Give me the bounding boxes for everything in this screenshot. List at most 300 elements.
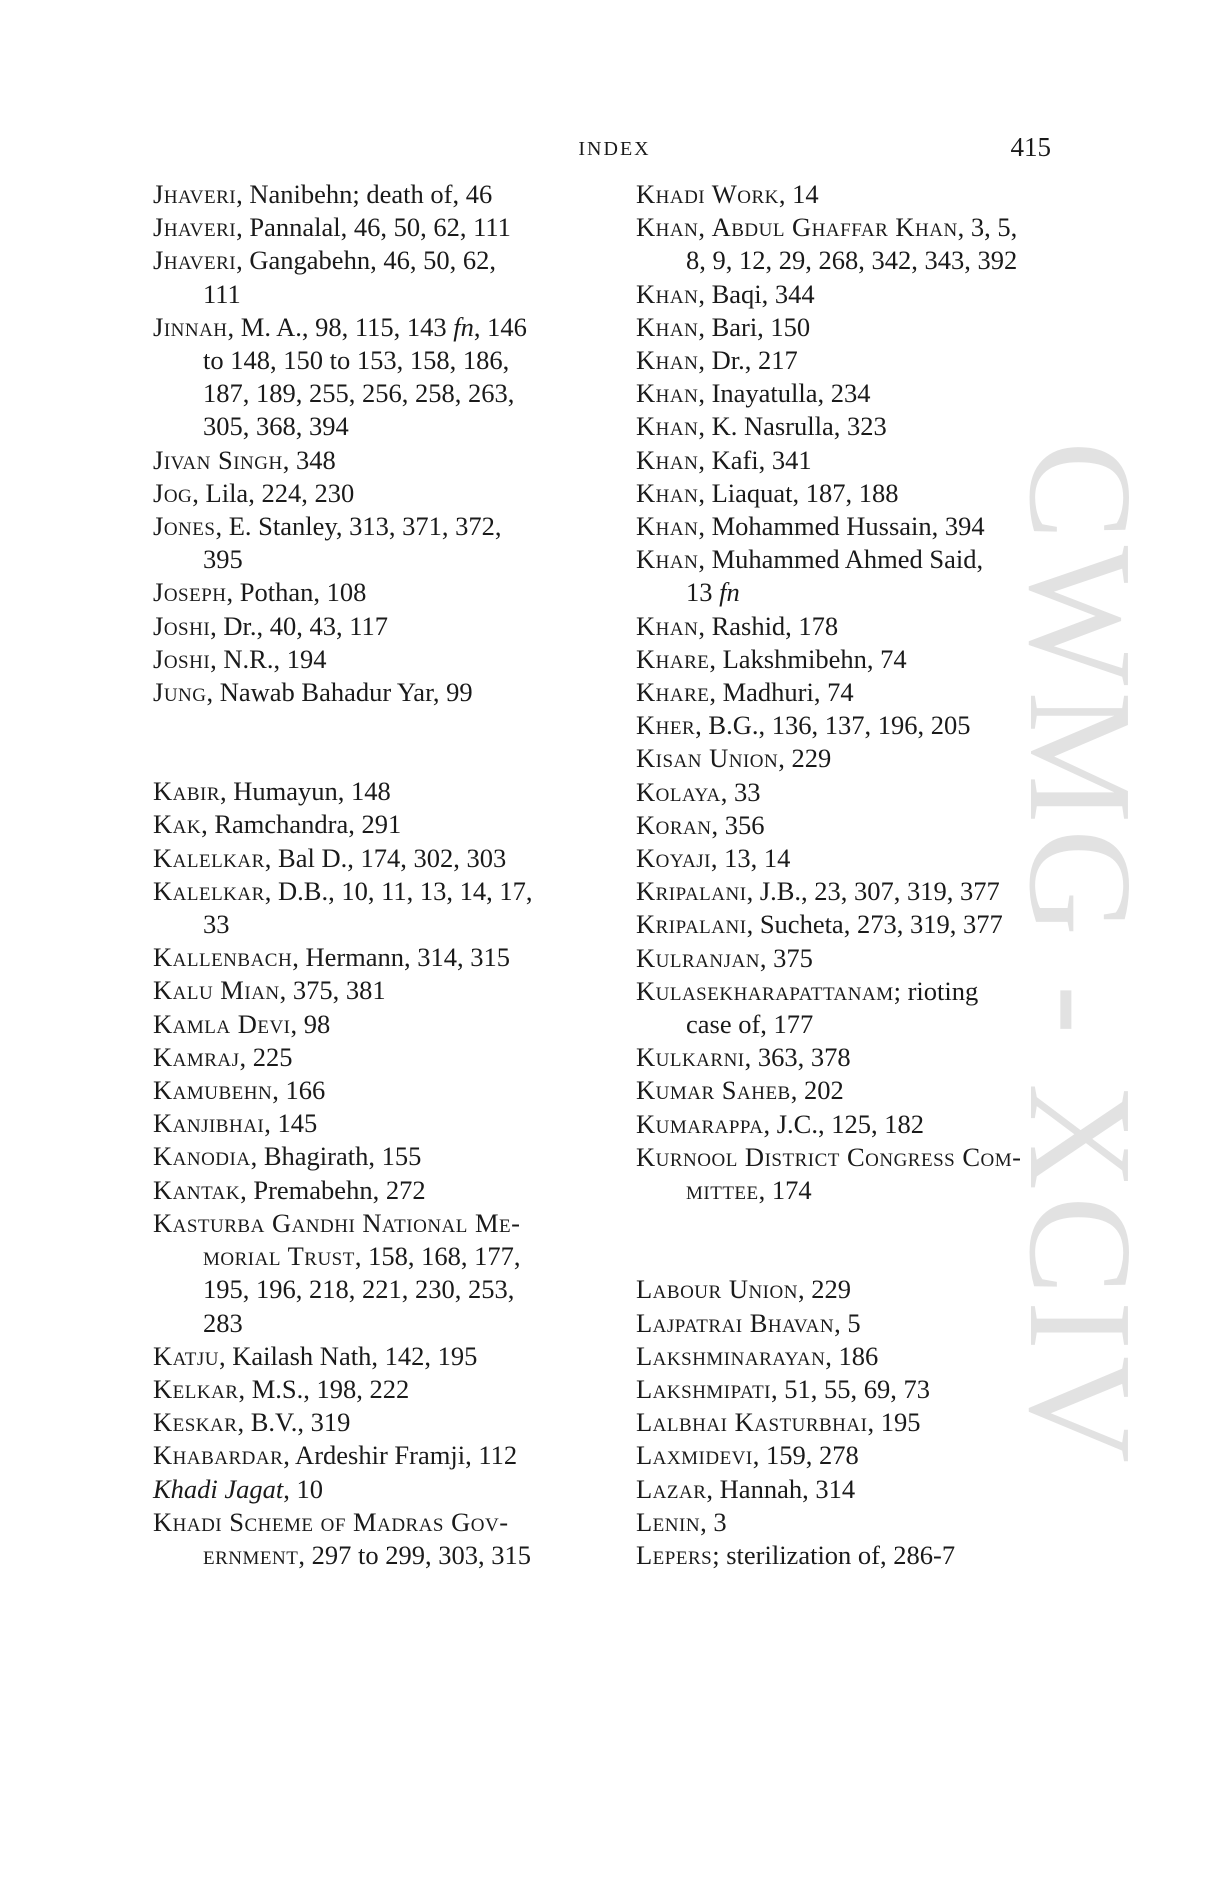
index-entry-line [153,775,573,808]
entry-heading: Lakshmipati [636,1373,772,1404]
index-entry-continuation [153,908,573,941]
index-entry [153,510,573,576]
entry-text: , 174 [758,1175,812,1206]
entry-heading: Kisan Union [636,743,779,774]
index-entry-continuation [636,576,1066,609]
index-entry-line [636,510,1066,543]
index-entry [636,1340,1066,1373]
entry-heading: Khan [636,378,699,409]
index-entry-line [153,211,573,244]
entry-text: ; sterilization of, 286-7 [712,1539,956,1570]
index-entry-line [636,1273,1066,1306]
entry-text: , 33 [720,776,761,807]
entry-text: , 229 [797,1274,851,1305]
index-entry [153,875,573,941]
entry-text: , Dr., 217 [698,345,798,376]
index-entry-line [636,908,1066,941]
entry-heading: Kalu Mian [153,975,280,1006]
index-entry-continuation [153,1539,573,1572]
index-entry [153,444,573,477]
index-entry [153,1506,573,1572]
index-entry-line [153,676,573,709]
index-entry-line [636,1340,1066,1373]
entry-text: , E. Stanley, 313, 371, 372, [215,511,502,542]
index-entry-line [636,1141,1066,1174]
index-entry-line [636,1439,1066,1472]
index-entry-line [153,1041,573,1074]
index-entry [636,1074,1066,1107]
index-entry-line [153,1207,573,1240]
entry-text: 395 [203,544,243,575]
entry-text: , Hannah, 314 [706,1473,856,1504]
section-gap [153,709,573,775]
entry-heading: Jhaveri [153,212,237,243]
entry-text: 111 [203,278,241,309]
entry-heading: Joseph [153,577,227,608]
entry-text: , 10 [283,1473,324,1504]
entry-text: , Hermann, 314, 315 [292,942,511,973]
index-entry-continuation [153,1307,573,1340]
entry-text: , Nanibehn; death of, 46 [236,179,493,209]
index-entry-continuation [636,1174,1066,1207]
entry-text: , 158, 168, 177, [354,1241,521,1272]
index-entry [636,510,1066,543]
index-entry [636,477,1066,510]
entry-text: case of, 177 [686,1009,814,1040]
entry-heading: Khadi Scheme of Madras Gov- [153,1506,509,1537]
entry-text: , Rashid, 178 [698,610,839,641]
index-entry [153,1373,573,1406]
index-entry [153,974,573,1007]
entry-heading: Kamubehn [153,1075,273,1106]
entry-text: , 145 [264,1108,318,1139]
index-entry [636,377,1066,410]
index-entry-line [153,842,573,875]
entry-text: , Kafi, 341 [698,444,812,475]
index-column-left [153,178,573,1572]
watermark-text: CWMG - XCIV [998,441,1162,1469]
index-entry [636,908,1066,941]
entry-text: to 148, 150 to 153, 158, 186, [203,345,510,376]
index-entry-line [636,1373,1066,1406]
entry-heading: Abdul Ghaffar Khan [711,212,958,243]
index-entry-line [636,278,1066,311]
index-entry-line [153,1506,573,1539]
entry-text: , Bhagirath, 155 [250,1141,422,1172]
index-entry-line [153,244,573,277]
index-entry-line [636,742,1066,775]
entry-text: , 297 to 299, 303, 315 [298,1539,531,1570]
entry-text: , 159, 278 [752,1440,859,1471]
entry-heading: Jhaveri [153,179,237,209]
index-entry-line [636,643,1066,676]
index-entry [153,244,573,310]
index-entry [636,942,1066,975]
index-entry [636,410,1066,443]
index-entry-line [153,1107,573,1140]
entry-italic: fn [453,311,474,342]
index-entry-line [636,842,1066,875]
entry-text: , Bari, 150 [698,311,811,342]
entry-text: , Pothan, 108 [226,577,367,608]
index-entry-line [636,211,1066,244]
entry-text: , 3, 5, [957,212,1018,243]
entry-heading: Kanodia [153,1141,251,1172]
entry-text: , J.C., 125, 182 [763,1108,924,1139]
index-entry [636,543,1066,609]
index-entry [636,776,1066,809]
index-entry-continuation [153,278,573,311]
entry-heading: Khan [636,477,699,508]
entry-heading: morial Trust [203,1241,355,1272]
index-entry-continuation [153,543,573,576]
index-entry [636,1439,1066,1472]
entry-heading: Katju [153,1340,219,1371]
entry-italic: fn [719,577,740,608]
index-entry [636,1506,1066,1539]
entry-heading: Kamla Devi [153,1008,291,1039]
entry-text: 8, 9, 12, 29, 268, 342, 343, 392 [686,245,1018,276]
index-entry [153,842,573,875]
entry-heading: Khare [636,677,710,708]
index-entry [153,477,573,510]
index-entry-line [153,610,573,643]
index-entry-line [153,941,573,974]
index-entry [153,1041,573,1074]
index-entry-line [636,1041,1066,1074]
entry-text: 305, 368, 394 [203,411,349,442]
index-entry-line [636,809,1066,842]
index-entry [636,676,1066,709]
index-entry [636,444,1066,477]
entry-heading: Joshi [153,610,211,641]
index-entry [636,742,1066,775]
entry-heading: Khan [636,511,699,542]
index-entry-continuation [153,1240,573,1273]
index-entry [636,1307,1066,1340]
index-column-right [636,178,1066,1572]
index-entry-line [636,344,1066,377]
index-entry-line [636,1539,1066,1572]
entry-heading: Kanjibhai [153,1108,265,1139]
index-entry-continuation [636,244,1066,277]
index-entry-line [636,178,1066,211]
index-entry-line [636,776,1066,809]
entry-text: , Bal D., 174, 302, 303 [264,842,507,873]
index-entry-line [636,410,1066,443]
index-entry-line [153,808,573,841]
entry-text: , Pannalal, 46, 50, 62, 111 [236,212,511,243]
entry-heading: Lepers [636,1539,713,1570]
entry-text: , 375 [759,942,813,973]
entry-heading: Khadi Work [636,179,779,209]
entry-text: , 5 [834,1307,861,1338]
entry-text: , 348 [282,444,336,475]
entry-heading: Jones [153,511,216,542]
entry-heading: Khan [636,278,699,309]
entry-text: , 356 [711,809,765,840]
entry-heading: Lazar [636,1473,707,1504]
entry-heading: Khan [636,212,699,243]
index-entry [636,344,1066,377]
index-entry-line [153,1406,573,1439]
index-entry-line [636,1307,1066,1340]
running-head [0,132,1229,166]
index-entry [153,211,573,244]
index-entry [636,178,1066,211]
index-entry [153,1074,573,1107]
entry-text: , Ramchandra, 291 [201,809,402,840]
entry-heading: Jinnah [153,311,228,342]
index-entry [153,643,573,676]
entry-text: , M. A., 98, 115, 143 [227,311,454,342]
entry-text: , 14 [778,179,819,209]
index-entry [153,610,573,643]
index-entry-line [636,477,1066,510]
entry-text: , 195 [867,1407,921,1438]
index-entry-line [153,477,573,510]
entry-text: , Premabehn, 272 [240,1174,426,1205]
entry-text: , K. Nasrulla, 323 [698,411,887,442]
index-entry [153,1439,573,1472]
index-entry [636,1041,1066,1074]
entry-text: , Gangabehn, 46, 50, 62, [236,245,496,276]
entry-text: , 363, 378 [744,1042,851,1073]
index-entry-continuation [636,1008,1066,1041]
entry-text: , Lila, 224, 230 [192,477,355,508]
entry-text: , Humayun, 148 [220,776,391,807]
entry-heading: Khan [636,411,699,442]
index-entry-line [153,1008,573,1041]
index-entry-continuation [153,410,573,443]
index-entry-line [636,1406,1066,1439]
entry-heading: Kantak [153,1174,241,1205]
entry-text: , D.B., 10, 11, 13, 14, 17, [264,875,533,906]
index-entry [636,1539,1066,1572]
index-entry [153,1207,573,1340]
entry-heading: Jog [153,477,193,508]
entry-heading: Kalelkar [153,842,265,873]
entry-text: 195, 196, 218, 221, 230, 253, [203,1274,515,1305]
entry-text: , 225 [239,1041,293,1072]
entry-italic: Khadi Jagat [153,1473,284,1504]
entry-text: 283 [203,1307,243,1338]
entry-text: , J.B., 23, 307, 319, 377 [746,876,1000,907]
index-entry [153,1406,573,1439]
entry-text: , 3 [700,1506,727,1537]
entry-text: , B.G., 136, 137, 196, 205 [695,710,971,741]
index-entry [153,1107,573,1140]
index-entry-line [636,610,1066,643]
index-entry [636,278,1066,311]
entry-text: , Dr., 40, 43, 117 [210,610,389,641]
index-entry [153,1008,573,1041]
entry-heading: Kalelkar [153,875,265,906]
entry-heading: Kumar Saheb [636,1075,791,1106]
entry-text: , 166 [272,1075,326,1106]
index-entry-line [153,1140,573,1173]
index-entry-line [636,444,1066,477]
entry-heading: mittee [686,1175,759,1206]
entry-text: , 186 [825,1340,879,1371]
index-entry [153,676,573,709]
entry-text: ; rioting [893,975,979,1006]
entry-text: , Sucheta, 273, 319, 377 [746,909,1003,940]
entry-heading: Kulkarni [636,1042,745,1073]
index-entry-line [636,1506,1066,1539]
entry-heading: Khan [636,444,699,475]
entry-heading: Lajpatrai Bhavan [636,1307,835,1338]
index-entry [153,941,573,974]
index-entry [636,809,1066,842]
entry-text: , 13, 14 [710,843,791,874]
page-number: 415 [1010,132,1051,162]
index-entry [636,1406,1066,1439]
entry-text: , 146 [473,311,527,342]
entry-heading: Kasturba Gandhi National Me- [153,1207,521,1238]
entry-heading: Kripalani [636,909,747,940]
entry-heading: Koran [636,809,712,840]
index-entry-line [153,974,573,1007]
index-entry-line [636,377,1066,410]
entry-heading: ernment [203,1539,299,1570]
entry-text: , Nawab Bahadur Yar, 99 [206,677,473,708]
entry-heading: Kripalani [636,876,747,907]
entry-text: , M.S., 198, 222 [238,1373,410,1404]
index-entry-line [636,975,1066,1008]
entry-heading: Kolaya [636,776,721,807]
index-entry [636,211,1066,277]
index-entry-line [153,1373,573,1406]
entry-heading: Khan [636,610,699,641]
entry-heading: Khare [636,643,710,674]
index-entry [636,1108,1066,1141]
index-entry [636,842,1066,875]
entry-heading: Lalbhai Kasturbhai [636,1407,868,1438]
entry-text: 187, 189, 255, 256, 258, 263, [203,378,515,409]
index-entry-line [153,576,573,609]
entry-heading: Kallenbach [153,942,293,973]
index-entry-line [153,1174,573,1207]
index-entry [636,709,1066,742]
index-entry [636,975,1066,1041]
entry-heading: Joshi [153,643,211,674]
entry-heading: Kak [153,809,202,840]
entry-text: , 229 [778,743,832,774]
entry-heading: Kumarappa [636,1108,764,1139]
entry-text: , Muhammed Ahmed Said, [698,544,984,575]
entry-text: , Mohammed Hussain, 394 [698,511,985,542]
entry-text: , Madhuri, 74 [709,677,854,708]
index-entry-line [636,543,1066,576]
index-entry-line [636,311,1066,344]
index-entry [636,1473,1066,1506]
entry-heading: Jhaveri [153,245,237,276]
index-entry [153,1473,573,1506]
entry-heading: Khabardar [153,1440,284,1471]
entry-heading: Keskar [153,1407,238,1438]
index-entry-continuation [153,377,573,410]
index-entry-line [153,1074,573,1107]
index-entry [153,1140,573,1173]
entry-heading: Laxmidevi [636,1440,753,1471]
entry-heading: Jivan Singh [153,444,283,475]
section-gap [636,1207,1066,1273]
entry-text: 33 [203,909,230,940]
entry-text: , Ardeshir Framji, 112 [283,1440,518,1471]
index-entry-line [636,1074,1066,1107]
entry-heading: Kher [636,710,696,741]
index-entry [153,1174,573,1207]
entry-heading: Kulranjan [636,942,760,973]
entry-heading: Khan [636,345,699,376]
entry-heading: Kamraj [153,1041,240,1072]
entry-text: , Inayatulla, 234 [698,378,871,409]
index-entry [636,1141,1066,1207]
index-entry [636,311,1066,344]
entry-heading: Lenin [636,1506,701,1537]
entry-text: , 375, 381 [279,975,386,1006]
entry-text: , Kailash Nath, 142, 195 [218,1340,478,1371]
index-entry-continuation [153,344,573,377]
index-entry-line [153,1439,573,1472]
running-title: INDEX [578,138,651,160]
entry-text: , Lakshmibehn, 74 [709,643,907,674]
entry-heading: Labour Union [636,1274,798,1305]
index-entry [636,643,1066,676]
entry-text: , Liaquat, 187, 188 [698,477,899,508]
entry-heading: Kabir [153,776,221,807]
index-entry-continuation [153,1273,573,1306]
index-entry [636,1373,1066,1406]
index-entry-line [636,875,1066,908]
entry-heading: Kelkar [153,1373,239,1404]
entry-heading: Lakshminarayan [636,1340,826,1371]
index-entry [153,1340,573,1373]
index-entry [153,311,573,444]
index-entry [636,1273,1066,1306]
entry-heading: Jung [153,677,207,708]
index-entry-line [153,178,573,211]
index-entry [153,775,573,808]
entry-heading: Kurnool District Congress Com- [636,1141,1022,1172]
entry-text: , Baqi, 344 [698,278,815,309]
index-entry-line [153,510,573,543]
index-entry [636,610,1066,643]
index-entry-line [153,643,573,676]
index-entry-line [636,676,1066,709]
entry-heading: Khan [636,311,699,342]
index-entry-line [153,444,573,477]
index-entry-line [153,1473,573,1506]
index-entry-line [636,1473,1066,1506]
index-entry-line [153,875,573,908]
index-entry-line [636,1108,1066,1141]
index-entry [636,875,1066,908]
entry-text: , N.R., 194 [210,643,327,674]
index-entry [153,576,573,609]
entry-text: , [698,212,712,243]
index-entry [153,808,573,841]
index-entry-line [636,942,1066,975]
index-entry-line [153,311,573,344]
index-entry [153,178,573,211]
entry-text: , 202 [790,1075,844,1106]
index-entry-line [636,709,1066,742]
entry-heading: Khan [636,544,699,575]
entry-text: , 98 [290,1008,331,1039]
entry-text: , 51, 55, 69, 73 [771,1373,931,1404]
